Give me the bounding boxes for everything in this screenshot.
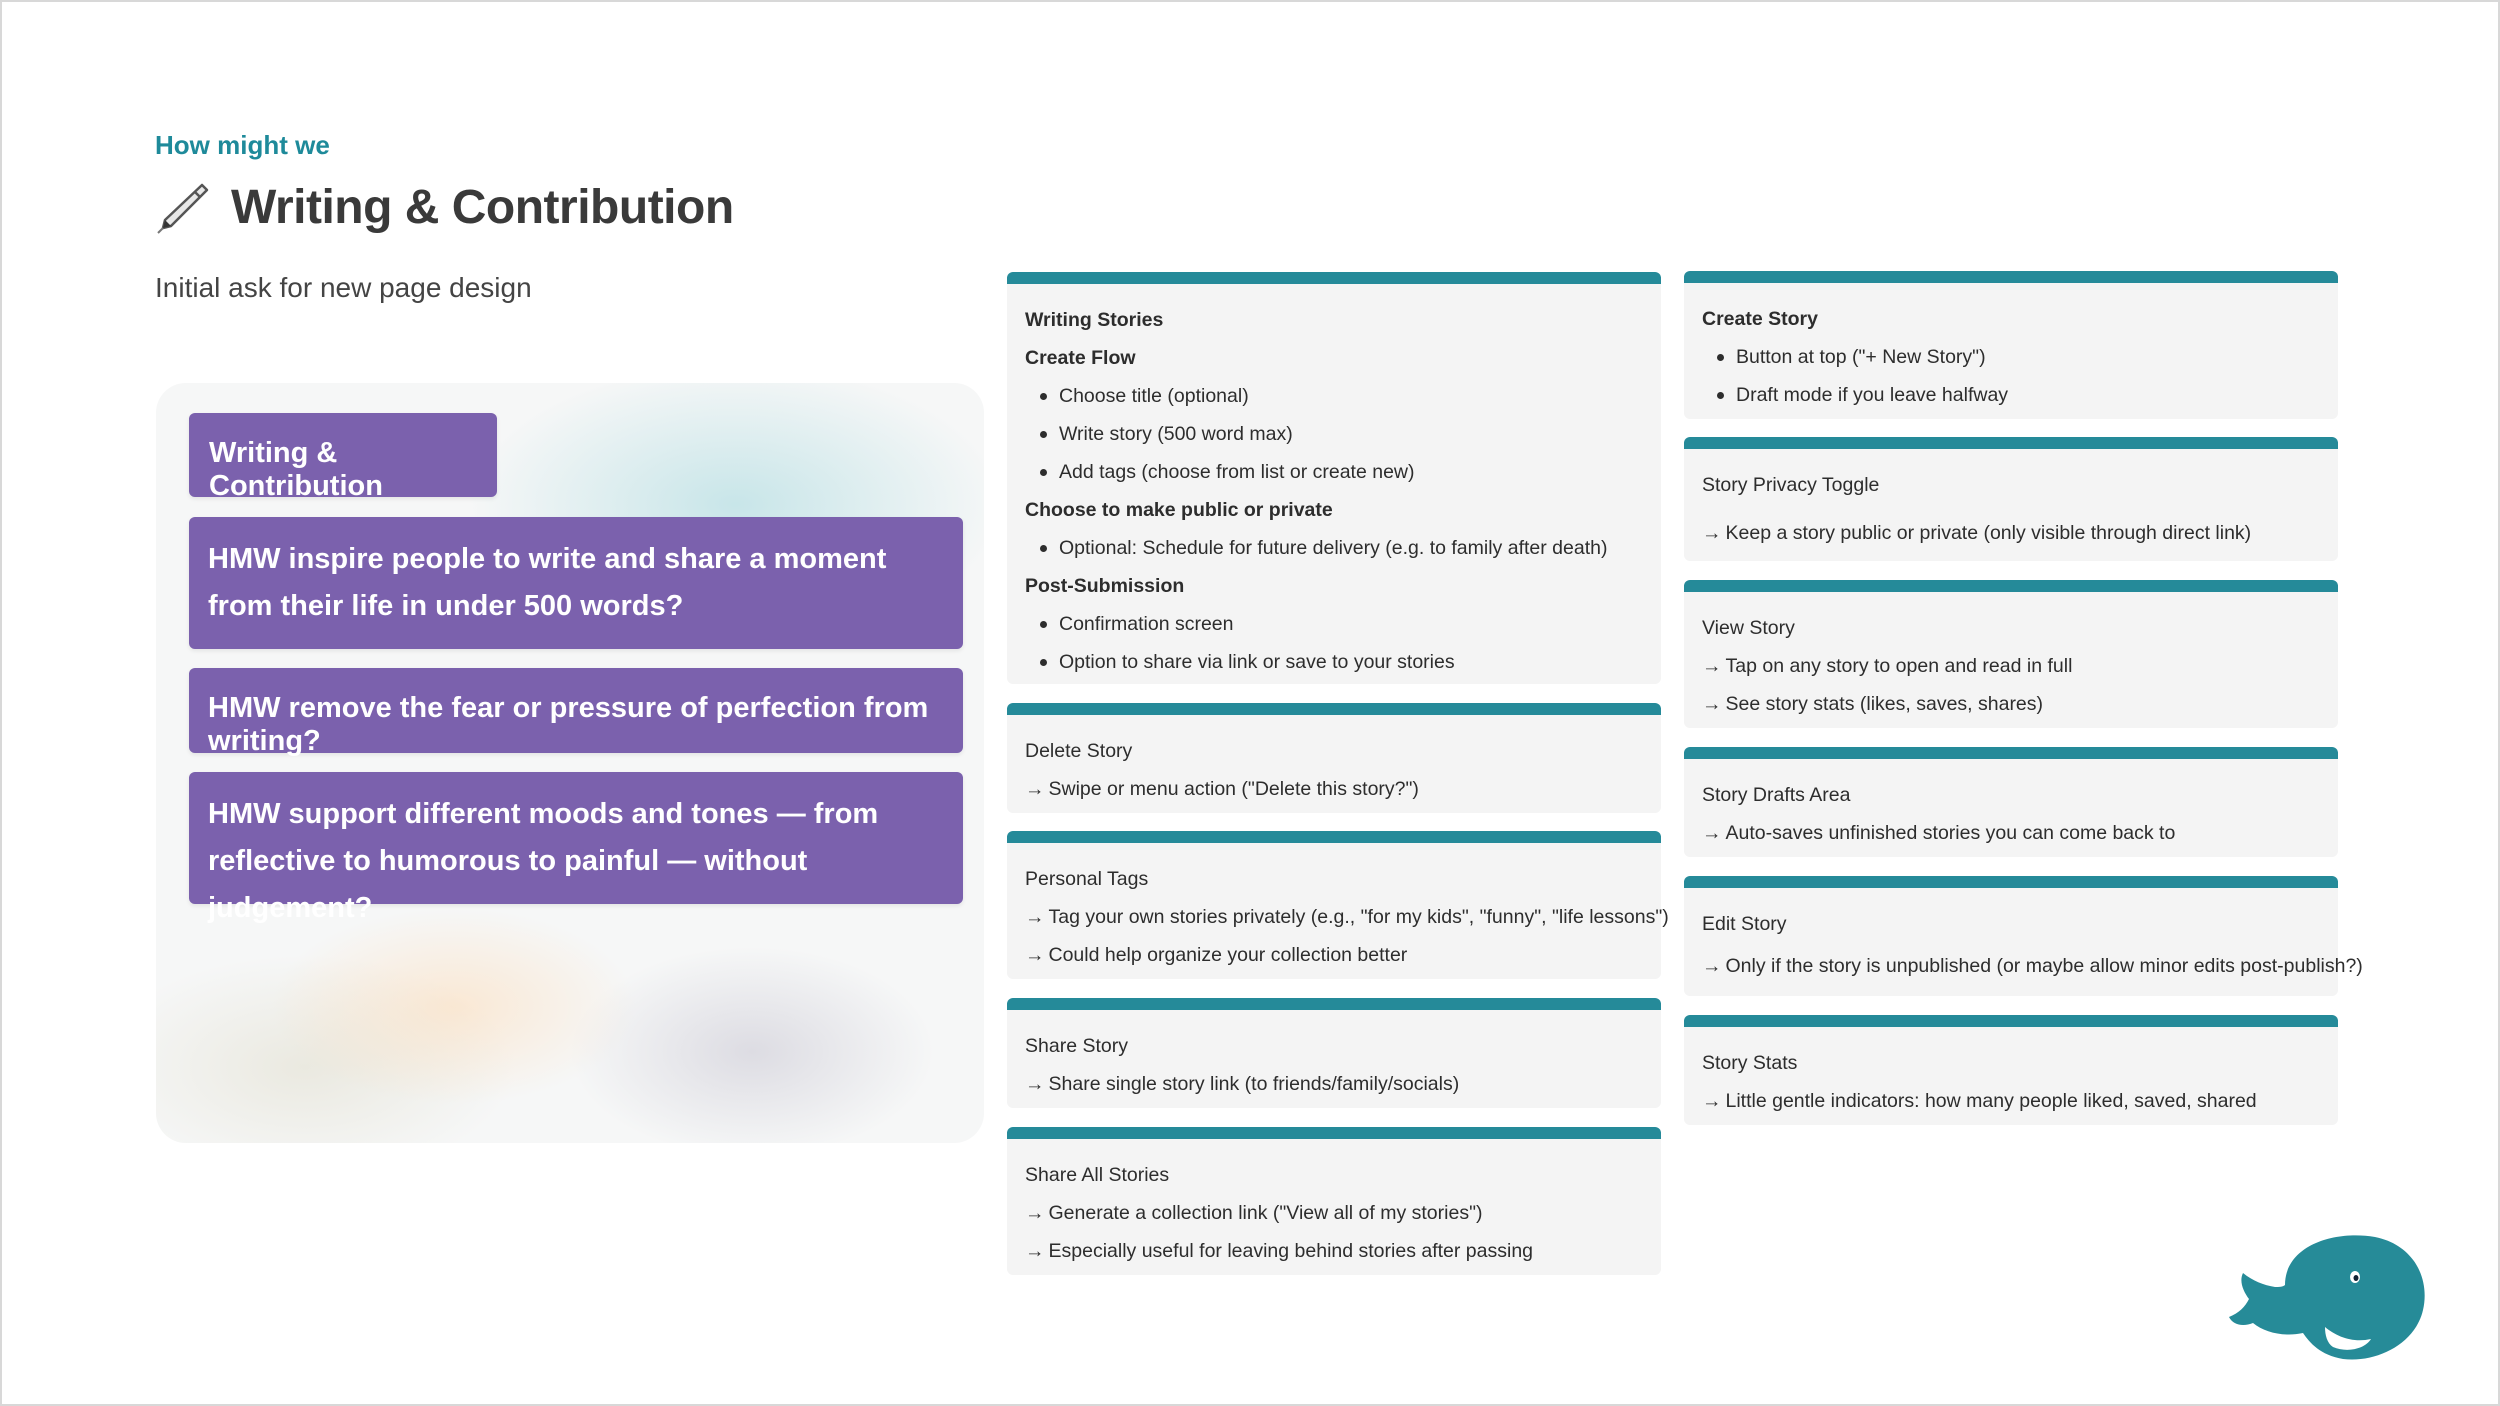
list-item: Option to share via link or save to your stories [1025, 643, 1643, 681]
hmw-section-label: Writing & Contribution [189, 413, 497, 497]
card-title: Writing Stories [1025, 309, 1164, 331]
list-item: Write story (500 word max) [1025, 415, 1643, 453]
list-item: Add tags (choose from list or create new) [1025, 453, 1643, 491]
card-line: → Could help organize your collection better [1025, 936, 1643, 974]
view-story-card [1684, 580, 2338, 728]
card-line: → See story stats (likes, saves, shares) [1702, 685, 2320, 723]
card-title: View Story [1702, 617, 1795, 639]
page-subtitle: Initial ask for new page design [155, 272, 532, 303]
post-submission-heading: Post-Submission [1025, 575, 1185, 597]
card-title: Create Story [1702, 308, 1818, 330]
list-item: Button at top ("+ New Story") [1702, 338, 2320, 376]
create-flow-heading: Create Flow [1025, 347, 1136, 369]
share-story-card [1007, 998, 1661, 1108]
list-item: Confirmation screen [1025, 605, 1643, 643]
public-private-heading: Choose to make public or private [1025, 499, 1333, 521]
card-line: → Tap on any story to open and read in full [1702, 647, 2320, 685]
card-line: → Share single story link (to friends/family/socials) [1025, 1065, 1643, 1103]
edit-story-card [1684, 876, 2363, 996]
card-line: → Auto-saves unfinished stories you can come back to [1702, 814, 2320, 852]
story-drafts-area-card [1684, 747, 2338, 857]
hmw-question-2: HMW remove the fear or pressure of perfection from writing? [189, 668, 963, 753]
card-title: Delete Story [1025, 740, 1133, 762]
story-privacy-toggle-card [1684, 437, 2338, 561]
create-story-card [1684, 271, 2338, 419]
page-title-row [155, 180, 734, 235]
card-line: → Little gentle indicators: how many people liked, saved, shared [1702, 1082, 2320, 1120]
writing-stories-card [1007, 272, 1661, 684]
eyebrow-label: How might we [155, 130, 330, 160]
card-line: → Swipe or menu action ("Delete this story?") [1025, 770, 1643, 808]
hmw-question-3: HMW support different moods and tones — from reflective to humorous to painful — without judgement? [189, 772, 963, 904]
card-title: Story Stats [1702, 1052, 1798, 1074]
list-item: Choose title (optional) [1025, 377, 1643, 415]
card-line: → Especially useful for leaving behind stories after passing [1025, 1232, 1643, 1270]
card-title: Share Story [1025, 1035, 1128, 1057]
card-line: → Tag your own stories privately (e.g., "for my kids", "funny", "life lessons") [1025, 898, 1643, 936]
card-line: → Keep a story public or private (only visible through direct link) [1702, 514, 2320, 552]
card-title: Edit Story [1702, 913, 1787, 935]
card-title: Share All Stories [1025, 1164, 1170, 1186]
card-title: Personal Tags [1025, 868, 1149, 890]
pen-icon [155, 181, 209, 235]
list-item: Draft mode if you leave halfway [1702, 376, 2320, 414]
delete-story-card [1007, 703, 1661, 813]
story-stats-card [1684, 1015, 2338, 1125]
personal-tags-card [1007, 831, 1669, 979]
page-title: Writing & Contribution [231, 181, 734, 234]
card-line: → Only if the story is unpublished (or maybe allow minor edits post-publish?) [1702, 947, 2320, 985]
list-item: Optional: Schedule for future delivery (e.g. to family after death) [1025, 529, 1643, 567]
card-title: Story Drafts Area [1702, 784, 1851, 806]
card-title: Story Privacy Toggle [1702, 474, 1880, 496]
share-all-stories-card [1007, 1127, 1661, 1275]
whale-logo-icon [2225, 1225, 2430, 1365]
card-line: → Generate a collection link ("View all of my stories") [1025, 1194, 1643, 1232]
hmw-question-1: HMW inspire people to write and share a moment from their life in under 500 words? [189, 517, 963, 649]
